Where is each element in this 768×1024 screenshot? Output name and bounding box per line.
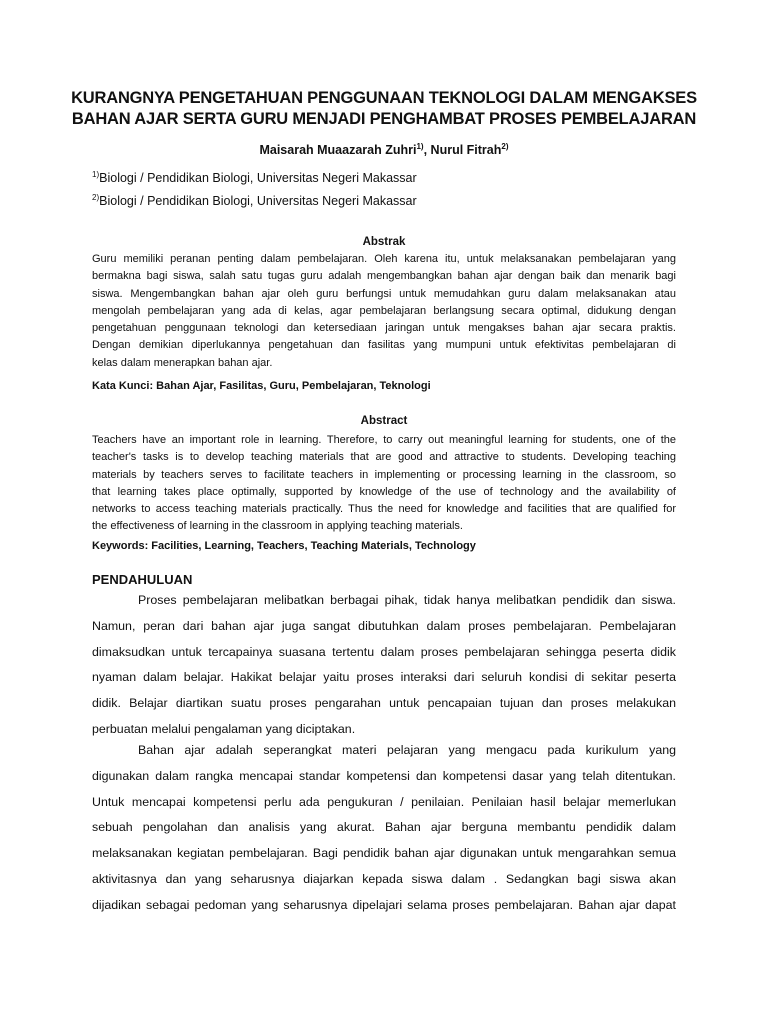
abstrak-line: mengolah pembelajaran yang ada di kelas, agar pembelajaran berlangsung secara optimal, didukung dengan [92, 304, 676, 317]
paragraph-line: perbuatan melalui pengalaman yang diciptakan. [92, 721, 356, 736]
author-separator: , [423, 143, 431, 158]
author-1-marker: 1) [416, 142, 424, 151]
abstrak-line: siswa. Mengembangkan bahan ajar oleh guru berfungsi untuk memudahkan guru dalam melaksanakan atau [92, 287, 676, 300]
paragraph-line: dijadikan sebagai pedoman yang seharusnya dipelajari selama proses pembelajaran. Bahan ajar dapat [92, 897, 676, 912]
abstract-line: Teachers have an important role in learning. Therefore, to carry out meaningful learning for students, one of the [92, 434, 676, 446]
paragraph-line: didik. Belajar diartikan suatu proses pengarahan untuk pencapaian tujuan dan proses melakukan [92, 696, 676, 711]
section-heading-pendahuluan: PENDAHULUAN [92, 572, 193, 587]
affiliation-2-text: Biologi / Pendidikan Biologi, Universitas Negeri Makassar [99, 194, 417, 209]
paragraph-line: Namun, peran dari bahan ajar juga sangat dibutuhkan dalam proses pembelajaran. Pembelajaran [92, 618, 676, 633]
abstrak-line: Dengan demikian diperlukannya pengetahuan dan fasilitas yang mumpuni untuk efektivitas pembelajaran di [92, 339, 676, 352]
paragraph-line: melaksanakan kegiatan pembelajaran. Bagi pendidik bahan ajar digunakan untuk mengarahkan semua [92, 846, 676, 861]
abstract-line: teacher's tasks is to develop teaching materials that are good and attractive to students. Developing teaching [92, 451, 676, 464]
paragraph-2 [92, 738, 676, 919]
kata-kunci: Kata Kunci: Bahan Ajar, Fasilitas, Guru, Pembelajaran, Teknologi [92, 380, 431, 392]
affiliation-list [92, 165, 417, 211]
abstract-line: that learning takes place optimally, supported by knowledge of the use of technology and the availability of [92, 485, 676, 498]
paragraph-line: sebuah pengolahan dan analisis yang akurat. Bahan ajar berguna membantu pendidik dalam [92, 820, 676, 835]
affiliation-1-text: Biologi / Pendidikan Biologi, Universitas Negeri Makassar [99, 171, 417, 186]
abstract-line: the effectiveness of learning in the classroom in applying teaching materials. [92, 520, 463, 533]
paragraph-line: Bahan ajar adalah seperangkat materi pelajaran yang mengacu pada kurikulum yang [138, 743, 676, 757]
paragraph-line: dimaksudkan untuk tercapainya suasana tertentu dalam proses pembelajaran sehingga peserta didik [92, 644, 676, 659]
abstract-heading: Abstract [360, 415, 408, 427]
author-list [60, 139, 708, 158]
abstrak-line: bermakna bagi siswa, salah satu tugas guru adalah mengembangkan bahan ajar dengan baik dan menarik bagi [92, 270, 676, 283]
abstrak-line: Guru memiliki peranan penting dalam pembelajaran. Oleh karena itu, untuk melaksanakan pembelajaran yang [92, 253, 676, 265]
abstract-line: materials by teachers serves to facilitate teachers in implementing or processing learning in the classroom, so [92, 468, 676, 481]
author-2-marker: 2) [501, 142, 509, 151]
paper-title [60, 88, 708, 130]
affiliation-2 [92, 188, 417, 211]
affiliation-1 [92, 165, 417, 188]
affiliation-1-marker: 1) [92, 170, 100, 179]
paragraph-line: aktivitasnya dan yang seharusnya diajarkan kepada siswa dalam . Sedangkan bagi siswa akan [92, 871, 676, 886]
keywords: Keywords: Facilities, Learning, Teachers, Teaching Materials, Technology [92, 540, 476, 552]
author-2-name: Nurul Fitrah [430, 143, 502, 158]
abstrak-heading: Abstrak [362, 236, 406, 248]
paragraph-line: Untuk mencapai kompetensi perlu ada pengukuran / penilaian. Penilaian hasil belajar memerlukan [92, 794, 676, 809]
abstract-line: networks to access teaching materials practically. Thus the need for knowledge and facilities that are qualified for [92, 503, 676, 516]
title-line-2: BAHAN AJAR SERTA GURU MENJADI PENGHAMBAT PROSES PEMBELAJARAN [71, 110, 697, 128]
paragraph-line: Proses pembelajaran melibatkan berbagai pihak, tidak hanya melibatkan pendidik dan siswa. [138, 593, 676, 607]
paragraph-line: digunakan dalam rangka mencapai standar kompetensi dan kompetensi dasar yang telah ditentukan. [92, 768, 676, 783]
abstrak-body [92, 251, 676, 372]
title-line-1: KURANGNYA PENGETAHUAN PENGGUNAAN TEKNOLOGI DALAM MENGAKSES [71, 89, 697, 107]
affiliation-2-marker: 2) [92, 193, 100, 203]
author-1-name: Maisarah Muaazarah Zuhri [259, 143, 417, 158]
paragraph-1 [92, 588, 676, 743]
abstrak-line: kelas dalam menerapkan bahan ajar. [92, 356, 273, 369]
abstract-body [92, 432, 676, 536]
abstrak-line: pengetahuan penggunaan teknologi dan ketersediaan jaringan untuk mengakses bahan ajar secara praktis. [92, 322, 676, 335]
paragraph-line: nyaman dalam belajar. Hakikat belajar yaitu proses interaksi dari seluruh kondisi di sekitar peserta [92, 670, 676, 685]
